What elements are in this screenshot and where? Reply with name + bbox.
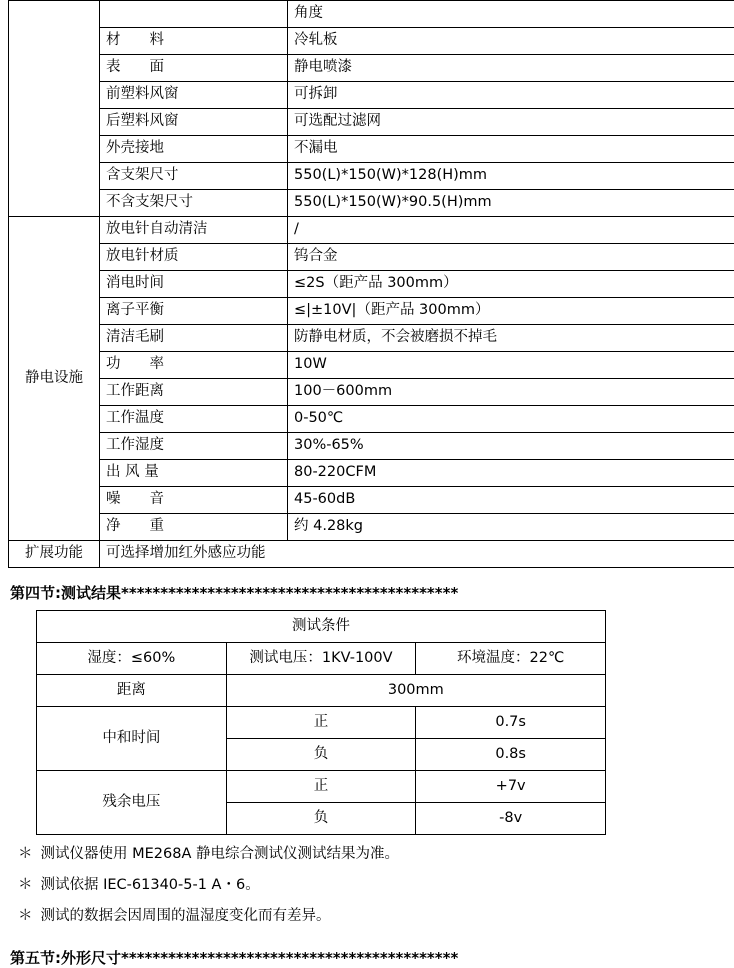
table-row <box>9 109 734 136</box>
asterisk-icon: ＊ <box>18 908 33 924</box>
table-row <box>9 190 734 217</box>
spec-item-label: 清洁毛刷 <box>100 325 288 352</box>
spec-item-label: 外壳接地 <box>100 136 288 163</box>
spec-item-label: 工作湿度 <box>100 433 288 460</box>
note-text: 测试的数据会因周围的温湿度变化而有差异。 <box>41 908 331 924</box>
table-row <box>9 433 734 460</box>
spec-item-value: 80-220CFM <box>288 460 734 487</box>
spec-item-label: 净 重 <box>100 514 288 541</box>
spec-item-value: 防静电材质，不会被磨损不掉毛 <box>288 325 734 352</box>
result-polarity: 负 <box>226 739 416 771</box>
table-row <box>37 707 606 739</box>
spec-item-value: 0-50℃ <box>288 406 734 433</box>
table-row <box>9 217 734 244</box>
result-polarity: 负 <box>226 803 416 835</box>
result-voltage: 测试电压：1KV-100V <box>226 643 416 675</box>
spec-item-label: 消电时间 <box>100 271 288 298</box>
table-row <box>9 487 734 514</box>
table-row <box>9 82 734 109</box>
spec-item-label: 后塑料风窗 <box>100 109 288 136</box>
spec-item-value: 冷轧板 <box>288 28 734 55</box>
spec-item-value: 100－600mm <box>288 379 734 406</box>
spec-item-label: 离子平衡 <box>100 298 288 325</box>
table-row <box>9 136 734 163</box>
spec-group-label: 静电设施 <box>9 217 100 541</box>
table-row <box>9 55 734 82</box>
section-heading-five <box>10 947 726 968</box>
spec-item-value: 可选配过滤网 <box>288 109 734 136</box>
spec-item-label: 含支架尺寸 <box>100 163 288 190</box>
table-row <box>9 325 734 352</box>
note-text: 测试仪器使用 ME268A 静电综合测试仪测试结果为准。 <box>41 846 399 862</box>
result-value: 0.8s <box>416 739 606 771</box>
spec-item-value: 550(L)*150(W)*128(H)mm <box>288 163 734 190</box>
table-row <box>9 1 734 28</box>
spec-item-value: 钨合金 <box>288 244 734 271</box>
spec-item-value: 45-60dB <box>288 487 734 514</box>
section-four-title: 第四节:测试结果 <box>10 584 121 602</box>
section-five-title: 第五节:外形尺寸 <box>10 949 121 967</box>
result-value: +7v <box>416 771 606 803</box>
table-row <box>9 379 734 406</box>
spec-item-value: 550(L)*150(W)*90.5(H)mm <box>288 190 734 217</box>
result-distance-value: 300mm <box>226 675 605 707</box>
table-row <box>9 28 734 55</box>
section-four-stars: ******************************************* <box>121 584 458 602</box>
section-five-stars: ******************************************* <box>121 949 458 967</box>
spec-item-value: / <box>288 217 734 244</box>
spec-item-value: 约 4.28kg <box>288 514 734 541</box>
spec-item-label: 前塑料风窗 <box>100 82 288 109</box>
result-temperature: 环境温度：22℃ <box>416 643 606 675</box>
spec-item-label: 功 率 <box>100 352 288 379</box>
spec-item-value: 10W <box>288 352 734 379</box>
spec-item-value: 角度 <box>288 1 734 28</box>
specification-table <box>8 0 734 568</box>
asterisk-icon: ＊ <box>18 846 33 862</box>
spec-item-value: ≤2S（距产品 300mm） <box>288 271 734 298</box>
table-row <box>9 271 734 298</box>
result-polarity: 正 <box>226 707 416 739</box>
result-table-body <box>37 611 606 835</box>
table-row <box>9 406 734 433</box>
table-row <box>37 611 606 643</box>
table-row <box>37 643 606 675</box>
note-line <box>18 844 726 866</box>
spec-item-value: 30%-65% <box>288 433 734 460</box>
spec-item-label: 工作温度 <box>100 406 288 433</box>
spec-item-label: 表 面 <box>100 55 288 82</box>
table-row <box>37 771 606 803</box>
spec-item-label: 工作距离 <box>100 379 288 406</box>
spec-item-label: 噪 音 <box>100 487 288 514</box>
spec-table-body <box>9 1 734 568</box>
note-line <box>18 906 726 928</box>
table-row <box>9 244 734 271</box>
result-value: -8v <box>416 803 606 835</box>
result-polarity: 正 <box>226 771 416 803</box>
result-header: 测试条件 <box>37 611 606 643</box>
result-neutralize-label: 中和时间 <box>37 707 227 771</box>
result-residual-label: 残余电压 <box>37 771 227 835</box>
note-line <box>18 875 726 897</box>
spec-item-label: 出 风 量 <box>100 460 288 487</box>
test-result-table <box>36 610 606 835</box>
table-row <box>9 163 734 190</box>
spec-item-label: 不含支架尺寸 <box>100 190 288 217</box>
table-row <box>9 460 734 487</box>
spec-item-value: 不漏电 <box>288 136 734 163</box>
spec-item-label: 放电针材质 <box>100 244 288 271</box>
table-row <box>9 541 734 568</box>
spec-extend-label: 扩展功能 <box>9 541 100 568</box>
result-value: 0.7s <box>416 707 606 739</box>
table-row <box>9 352 734 379</box>
result-humidity: 湿度：≤60% <box>37 643 227 675</box>
spec-group-top-cell <box>9 1 100 217</box>
table-row <box>9 514 734 541</box>
spec-item-label: 放电针自动清洁 <box>100 217 288 244</box>
spec-item-label: 材 料 <box>100 28 288 55</box>
note-text: 测试依据 IEC-61340-5-1 A・6。 <box>41 877 260 893</box>
result-distance-label: 距离 <box>37 675 227 707</box>
table-row <box>9 298 734 325</box>
spec-item-label <box>100 1 288 28</box>
section-heading-four <box>10 582 726 603</box>
spec-item-value: ≤|±10V|（距产品 300mm） <box>288 298 734 325</box>
table-row <box>37 675 606 707</box>
spec-item-value: 可拆卸 <box>288 82 734 109</box>
spec-item-value: 静电喷漆 <box>288 55 734 82</box>
asterisk-icon: ＊ <box>18 877 33 893</box>
spec-extend-value: 可选择增加红外感应功能 <box>100 541 734 568</box>
